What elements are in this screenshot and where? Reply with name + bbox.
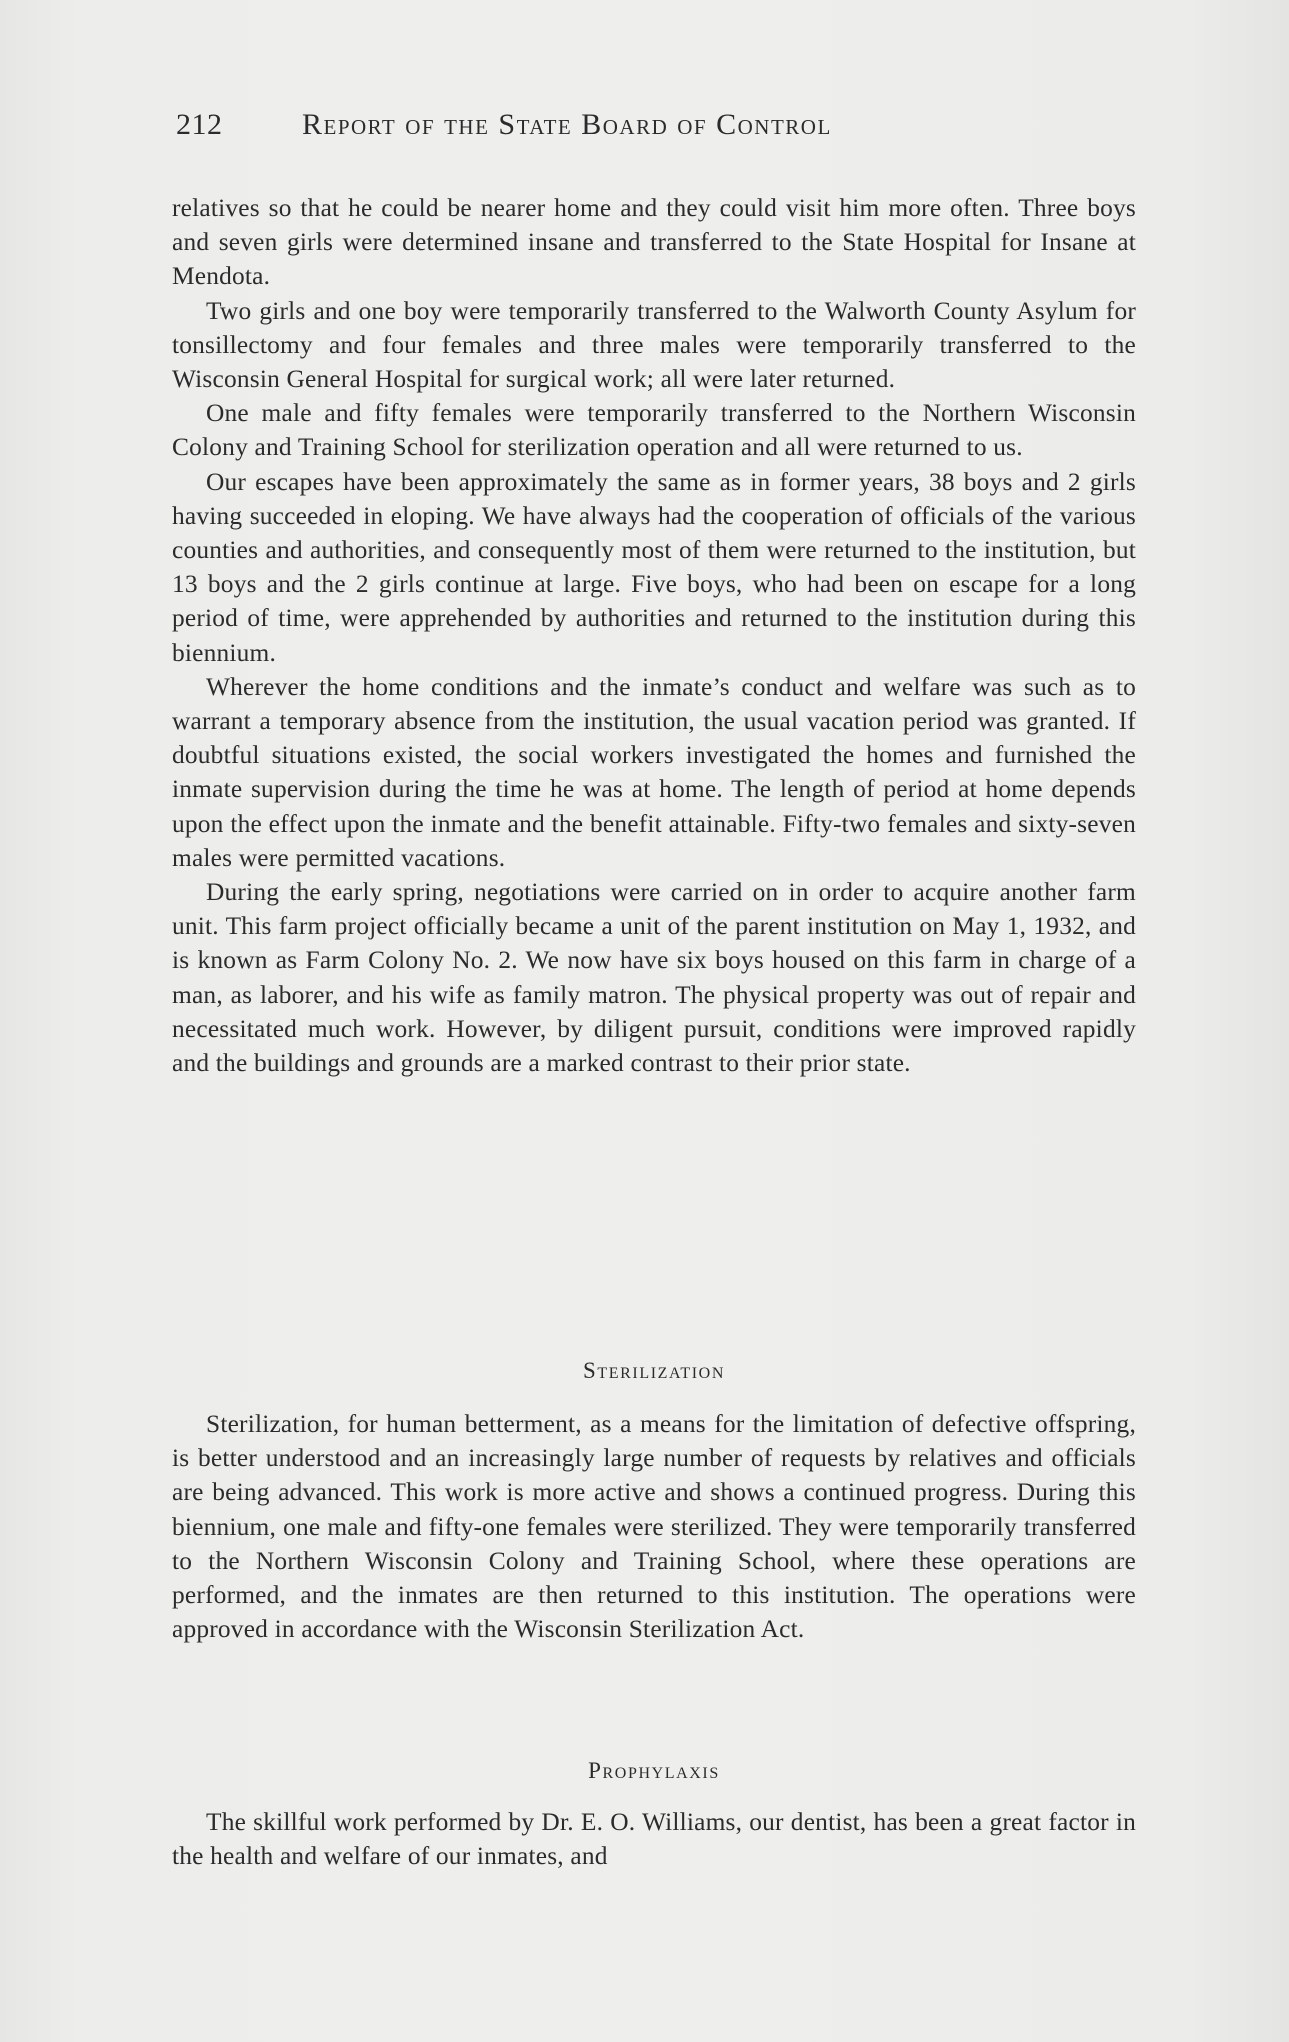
section-heading-prophylaxis: Prophylaxis [588, 1758, 720, 1783]
paragraph: Wherever the home conditions and the inmate’s conduct and welfare was such as to warrant a temporary absence from the institution, the usual vacation period was granted. If doubtful situations existed, the social workers investigated the homes and furnished the inmate supervision during the time he was at home. The length of period at home depends upon the effect upon the inmate and the benefit attainable. Fifty-two females and sixty-seven males were permitted vacations. [172, 672, 1136, 872]
page-number: 212 [176, 108, 223, 141]
paragraph: Sterilization, for human betterment, as a means for the limitation of defective offspring, is better understood and an increasingly large number of requests by relatives and officials are being advanced. This work is more active and shows a continued progress. During this biennium, one male and fifty-one females were sterilized. They were temporarily transferred to the Northern Wisconsin Colony and Training School, where these operations are performed, and the inmates are then returned to this institution. The operations were approved in accordance with the Wisconsin Sterilization Act. [172, 1410, 1136, 1644]
page-header [176, 108, 1136, 152]
paragraph: Two girls and one boy were temporarily transferred to the Walworth County Asylum for tonsillectomy and four females and three males were temporarily transferred to the Wisconsin General Hospital for surgical work; all were later returned. [172, 296, 1136, 394]
paragraph: relatives so that he could be nearer home and they could visit him more often. Three boys and seven girls were determined insane and transferred to the State Hospital for Insane at Mendota. [172, 194, 1136, 291]
prophylaxis-text-block [172, 1805, 1136, 1873]
running-head: Report of the State Board of Control [302, 108, 832, 141]
sterilization-text-block [172, 1407, 1136, 1646]
paragraph: The skillful work performed by Dr. E. O. Williams, our dentist, has been a great factor in the health and welfare of our inmates, and [172, 1808, 1136, 1871]
paragraph: Our escapes have been approximately the same as in former years, 38 boys and 2 girls having succeeded in eloping. We have always had the cooperation of officials of the various counties and authorities, and consequently most of them were returned to the institution, but 13 boys and the 2 girls continue at large. Five boys, who had been on escape for a long period of time, were apprehended by authorities and returned to the institution during this biennium. [172, 467, 1136, 667]
paragraph: One male and fifty females were temporarily transferred to the Northern Wisconsin Colony and Training School for sterilization operation and all were returned to us. [172, 399, 1136, 462]
section-heading-sterilization: Sterilization [582, 1358, 725, 1383]
paragraph: During the early spring, negotiations were carried on in order to acquire another farm unit. This farm project officially became a unit of the parent institution on May 1, 1932, and is known as Farm Colony No. 2. We now have six boys housed on this farm in charge of a man, as laborer, and his wife as family matron. The physical property was out of repair and necessitated much work. However, by diligent pursuit, conditions were improved rapidly and the buildings and grounds are a marked contrast to their prior state. [172, 878, 1136, 1078]
body-text-block [172, 191, 1136, 1080]
